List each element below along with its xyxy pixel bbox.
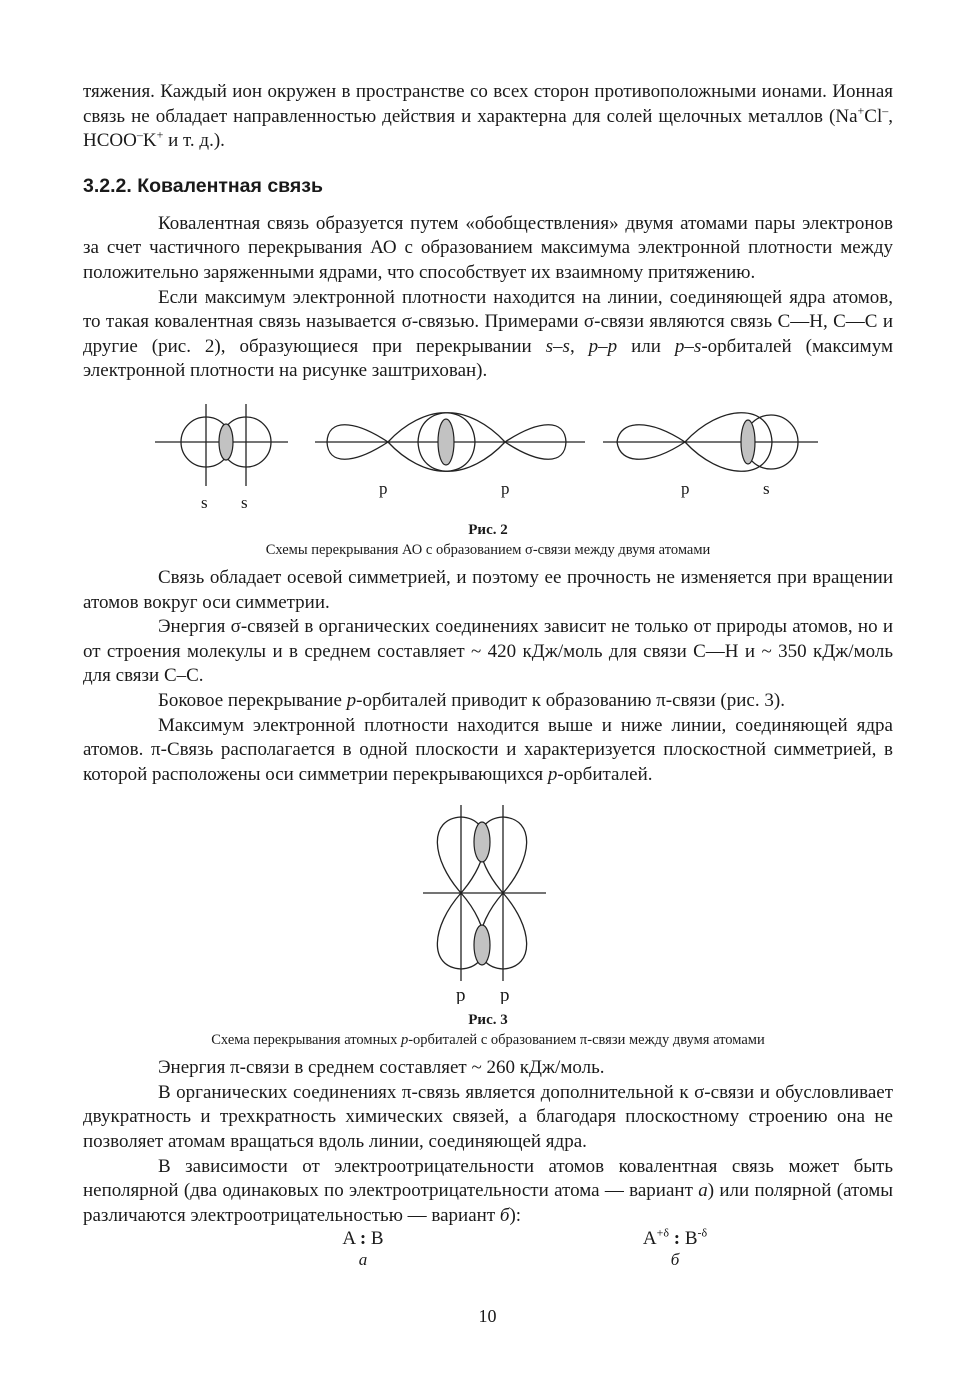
fig2-label-s2: s — [241, 492, 248, 512]
pi-overlap-upper-shaded — [474, 822, 490, 862]
formula-nonpolar: A : B а — [293, 1228, 433, 1270]
fig3-label-p1: p — [456, 985, 466, 1005]
fig2-label-p2: p — [501, 478, 510, 498]
paragraph-covalent-definition: Ковалентная связь образуется путем «обобществления» двумя атомами пары электронов за счет частичного перекрывания АО с образованием максимума электронной плотности между положительно заряженными ядрами, что способствует их взаимному притяжению. — [83, 212, 893, 283]
overlap-pp-shaded — [438, 419, 454, 465]
fig3-label-p2: p — [500, 985, 510, 1005]
figure-3-caption: Схема перекрывания атомных p-орбиталей с образованием π-связи между двумя атомами — [211, 1032, 765, 1049]
paragraph-sigma-bond: Если максимум электронной плотности находится на линии, соединяющей ядра атомов, то такая ковалентная связь называется σ-связью. Примерами σ-связи являются связь С—Н, С—С и другие (рис. 2), образующиеся при перекрывании s–s, p–p или p–s-орбиталей (максимум электронной плотности на рисунке заштрихован). — [83, 286, 893, 382]
overlap-ps-shaded — [741, 420, 755, 464]
section-heading: 3.2.2. Ковалентная связь — [83, 174, 323, 197]
formula-label-a: а — [358, 1250, 368, 1270]
formulas-row — [83, 1228, 893, 1276]
figure-2-sigma-overlap — [83, 394, 893, 514]
figure-2-caption: Схемы перекрывания АО с образованием σ-связи между двумя атомами — [265, 541, 711, 558]
page-content — [83, 80, 893, 1276]
fig2-label-s1: s — [201, 492, 208, 512]
figure-2-title: Рис. 2 — [468, 521, 508, 538]
paragraph-sigma-energy: Энергия σ-связей в органических соединениях зависит не только от природы атомов, но и от строения молекулы и в среднем составляет ~ 420 кДж/моль для связи С—Н и ~ 350 кДж/моль для связи С–С. — [83, 616, 893, 687]
paragraph-lateral-overlap: Боковое перекрывание p-орбиталей приводит к образованию π-связи (рис. 3). — [158, 689, 785, 711]
paragraph-pi-bond: Максимум электронной плотности находится выше и ниже линии, соединяющей ядра атомов. π-Связь располагается в одной плоскости и характеризуется плоскостной симметрией, в которой расположены оси симметрии перекрывающихся p-орбиталей. — [83, 714, 893, 785]
paragraph-axial-symmetry: Связь обладает осевой симметрией, и поэтому ее прочность не изменяется при вращении атомов вокруг оси симметрии. — [83, 566, 893, 613]
formula-polar: $A^{+\delta}$ : $B^{-\delta}$ б — [605, 1228, 745, 1270]
overlap-ss-shaded — [219, 424, 233, 460]
paragraph-intro: тяжения. Каждый ион окружен в пространстве со всех сторон противоположными ионами. Ионная связь не обладает направленностью действия и характерна для солей щелочных металлов (Na+Cl–, HCOO–K+ и т. д.). — [83, 81, 893, 152]
figure-3-title: Рис. 3 — [468, 1012, 508, 1029]
paragraph-polarity: В зависимости от электроотрицательности атомов ковалентная связь может быть неполярной (два одинаковых по электроотрицательности атома — вариант а) или полярной (атомы различаются электроотрицательностью — вариант б): — [83, 1155, 894, 1226]
paragraph-pi-role: В органических соединениях π-связь является дополнительной к σ-связи и обусловливает двукратность и трехкратность химических связей, а благодаря плоскостному строению она не позволяет атомам вращаться вдоль линии, соединяющей ядра. — [83, 1081, 893, 1153]
page-number: 10 — [478, 1306, 497, 1326]
fig2-label-p1: p — [379, 478, 388, 498]
figure-3-pi-overlap — [83, 799, 893, 1004]
fig2-label-p3: p — [681, 478, 690, 498]
fig2-label-s3: s — [763, 478, 770, 498]
paragraph-pi-energy: Энергия π-связи в среднем составляет ~ 260 кДж/моль. — [158, 1057, 605, 1079]
formula-label-b: б — [670, 1250, 680, 1270]
pi-overlap-lower-shaded — [474, 925, 490, 965]
